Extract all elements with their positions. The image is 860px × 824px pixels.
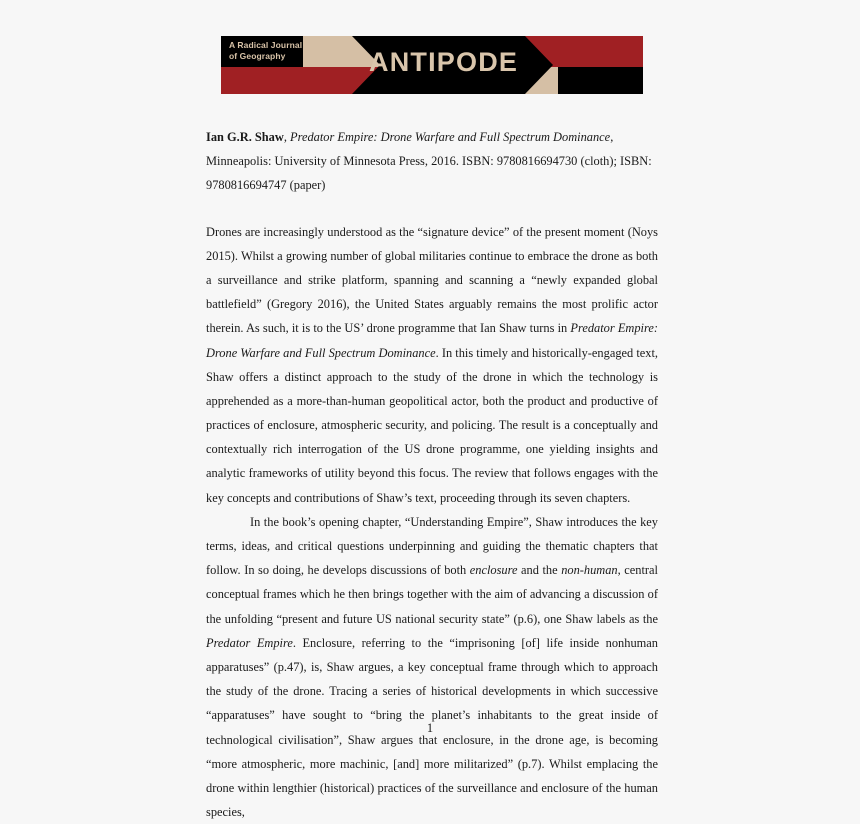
logo-black-block: [558, 67, 643, 94]
text-run: In the book’s opening chapter, “Understanding Empire”, Shaw introduces the key terms, ideas, and critical questions underpinning and guiding the thematic chapters that follow. In so doing, he develops discussions of both: [206, 514, 658, 578]
page-number: 1: [426, 721, 434, 735]
citation-author: Ian G.R. Shaw: [206, 130, 284, 144]
citation-work-title: Predator Empire: Drone Warfare and Full Spectrum Dominance: [290, 130, 611, 144]
citation-separator: ,: [283, 130, 291, 144]
document-body: [206, 125, 658, 824]
paragraph-1: [206, 220, 658, 510]
italic-run: Predator Empire: [206, 635, 293, 650]
journal-wordmark: ANTIPODE: [369, 47, 519, 77]
antipode-journal-logo: [221, 36, 643, 94]
text-run: Drones are increasingly understood as the “signature device” of the present moment (Noys 2015). Whilst a growing number of global militaries continue to embrace the drone as both a surveillance and strike platform, spanning and scanning a “newly expanded global battlefield” (Gregory 2016), the United States arguably remains the most prolific actor therein. As such, it is to the US’ drone programme that Ian Shaw turns in: [206, 224, 658, 336]
book-citation: [206, 125, 658, 198]
text-run: . In this timely and historically-engaged text, Shaw offers a distinct approach to the study of the drone in which the technology is apprehended as a more-than-human geopolitical actor, both the product and productive of practices of enclosure, atmospheric security, and policing. The result is a conceptually and contextually rich interrogation of the US drone programme, one yielding insights and analytic frameworks of utility beyond this focus. The review that follows engages with the key concepts and contributions of Shaw’s text, proceeding through its seven chapters.: [206, 345, 658, 505]
journal-tagline: A Radical Journal of Geography: [229, 40, 303, 62]
text-run: and the: [517, 563, 562, 578]
italic-run: enclosure: [469, 563, 518, 578]
text-run: , central conceptual frames which he then brings together with the aim of advancing a discussion of the unfolding “present and future US national security state” (p.6), one Shaw labels as the: [206, 563, 658, 626]
citation-publication: , Minneapolis: University of Minnesota Press, 2016. ISBN: 9780816694730 (cloth); ISBN: 9780816694747 (paper): [206, 130, 652, 193]
italic-run: non-human: [561, 563, 618, 578]
paragraph-2: [206, 510, 658, 824]
text-run: . Enclosure, referring to the “imprisoning [of] life inside nonhuman apparatuses” (p.47), is, Shaw argues, a key conceptual frame through which to approach the study of the drone. Tracing a series of historical developments in which successive “apparatuses” have sought to “bring the planet’s inhabitants to the great inside of technological civilisation”, Shaw argues that enclosure, in the drone age, is becoming “more atmospheric, more machinic, [and] more militarized” (p.7). Whilst emplacing the drone within lengthier (historical) practices of the surveillance and enclosure of the human species,: [206, 635, 658, 820]
italic-run: Predator Empire: Drone Warfare and Full Spectrum Dominance: [206, 321, 658, 360]
